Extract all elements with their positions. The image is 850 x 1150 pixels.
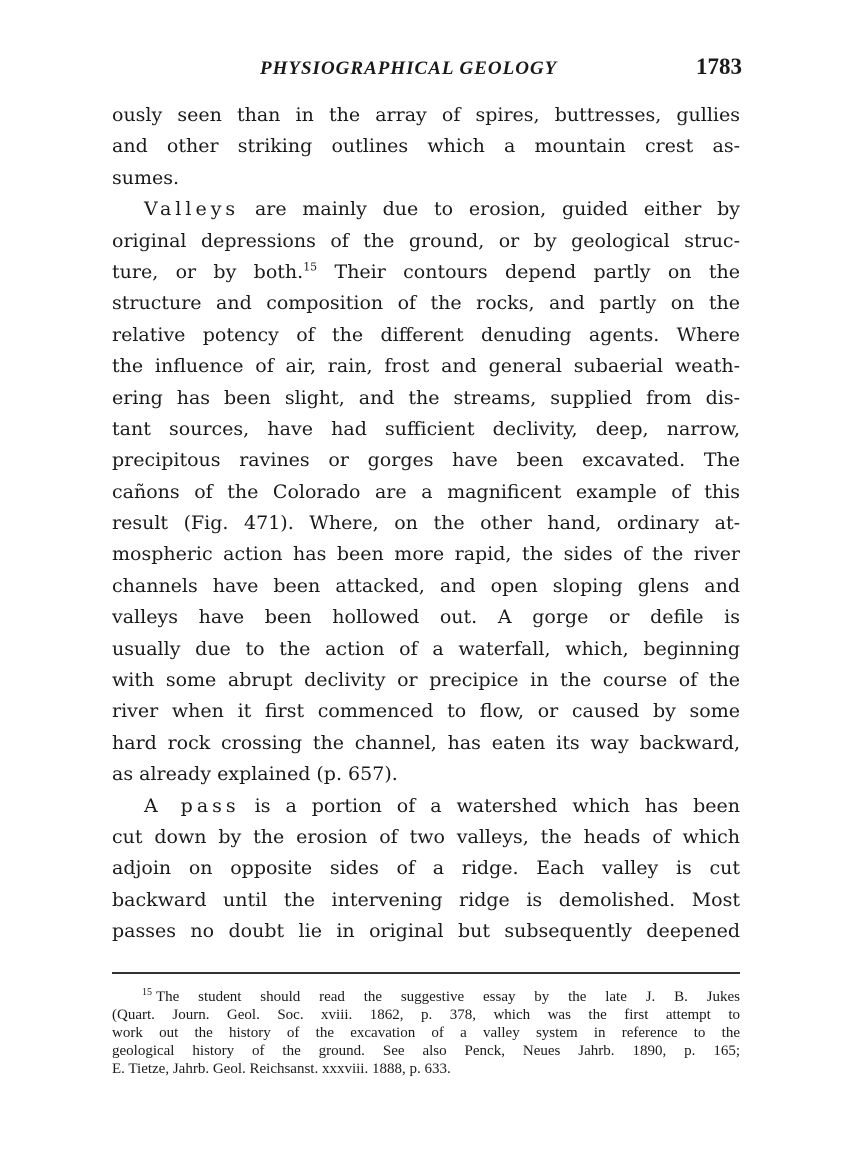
text-line: river when it first commenced to flow, or caused by some: [112, 700, 740, 723]
text-line: relative potency of the different denuding agents. Where: [112, 323, 740, 346]
text-line: and other striking outlines which a mountain crest as-: [112, 135, 740, 158]
text-line: precipitous ravines or gorges have been excavated. The: [112, 449, 740, 472]
text-line: structure and composition of the rocks, and partly on the: [112, 292, 740, 315]
body-text: [112, 100, 740, 948]
text-line: cut down by the erosion of two valleys, the heads of which: [112, 825, 740, 848]
page-number: 1783: [696, 54, 742, 79]
text-line: passes no doubt lie in original but subsequently deepened: [112, 920, 740, 943]
text-line: valleys have been hollowed out. A gorge or defile is: [112, 606, 740, 629]
text-line: adjoin on opposite sides of a ridge. Each valley is cut: [112, 857, 740, 880]
text-line-with-footnote-ref: ture, or by both.$^{15}$ Their contours depend partly on the: [112, 260, 740, 283]
term-valleys: Valleys: [144, 198, 240, 221]
text-line: usually due to the action of a waterfall, which, beginning: [112, 637, 740, 660]
text-line: hard rock crossing the channel, has eaten its way backward,: [112, 731, 740, 754]
text-line: cañons of the Colorado are a magnificent example of this: [112, 480, 740, 503]
text-line: result (Fig. 471). Where, on the other hand, ordinary at-: [112, 512, 740, 535]
footnote-line: $^{15}$ The student should read the suggestive essay by the late J. B. Jukes: [142, 987, 740, 1005]
footnote-line: geological history of the ground. See also Penck, Neues Jahrb. 1890, p. 165;: [112, 1043, 740, 1059]
text-line: channels have been attacked, and open sloping glens and: [112, 574, 740, 597]
running-head: PHYSIOGRAPHICAL GEOLOGY: [260, 58, 558, 79]
footnote-line: E. Tietze, Jahrb. Geol. Reichsanst. xxxviii. 1888, p. 633.: [112, 1061, 451, 1077]
text-line: ously seen than in the array of spires, buttresses, gullies: [112, 104, 740, 126]
footnote-marker: 15: [142, 987, 152, 998]
text-line: sumes.: [112, 166, 180, 189]
paragraph-pass-first-line: A pass is a portion of a watershed which has been: [144, 794, 740, 817]
footnote-ref[interactable]: 15: [303, 260, 318, 274]
paragraph-valleys-first-line: Valleys are mainly due to erosion, guided either by: [144, 198, 740, 221]
text-line: with some abrupt declivity or precipice in the course of the: [112, 669, 740, 692]
text-line: ering has been slight, and the streams, supplied from dis-: [112, 386, 740, 409]
term-pass: A pass: [144, 794, 240, 817]
text-line: backward until the intervening ridge is demolished. Most: [112, 888, 740, 911]
footnote-divider: [112, 972, 740, 974]
footnote-line: (Quart. Journ. Geol. Soc. xviii. 1862, p. 378, which was the first attempt to: [112, 1007, 740, 1023]
footnote: [112, 988, 740, 1078]
text-line: tant sources, have had sufficient declivity, deep, narrow,: [112, 417, 740, 440]
footnote-line: work out the history of the excavation of a valley system in reference to the: [112, 1025, 740, 1041]
text-line: original depressions of the ground, or by geological struc-: [112, 229, 740, 252]
page-header: [112, 54, 742, 88]
text-line: as already explained (p. 657).: [112, 763, 398, 786]
text-line: the influence of air, rain, frost and general subaerial weath-: [112, 355, 740, 378]
text-line: mospheric action has been more rapid, the sides of the river: [112, 543, 740, 566]
